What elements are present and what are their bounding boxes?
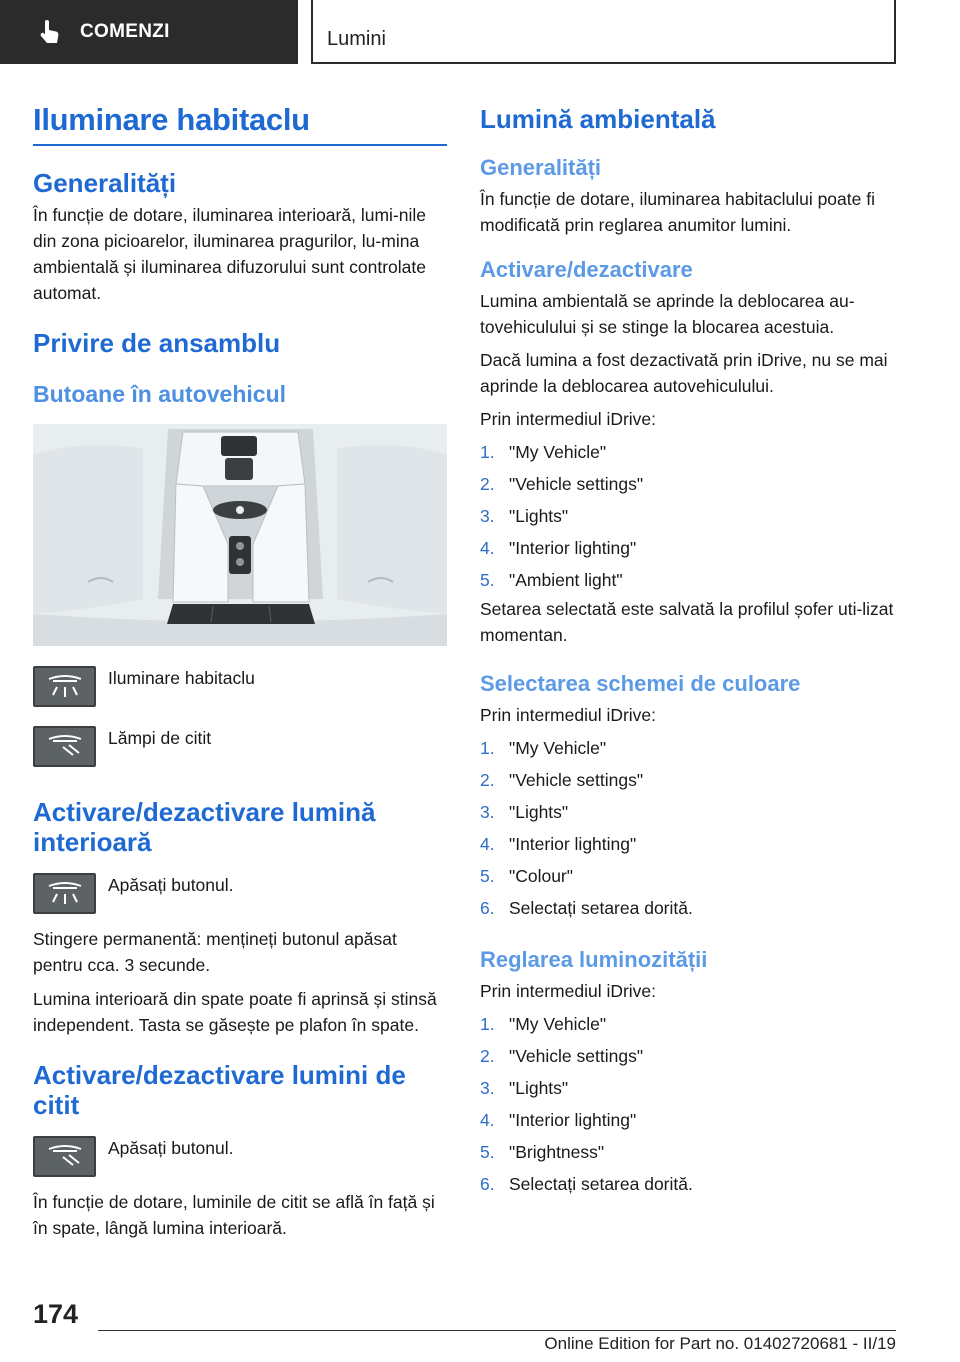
list-item: 3. "Lights" xyxy=(480,802,569,822)
page-number: 174 xyxy=(33,1299,79,1329)
list-item: 4. "Interior lighting" xyxy=(480,1110,637,1130)
list-item: 1. "My Vehicle" xyxy=(480,442,607,462)
interior-light-button-icon xyxy=(33,873,96,914)
ambient-title: Lumină ambientală xyxy=(480,104,716,134)
list-item: 6. Selectați setarea dorită. xyxy=(480,898,693,918)
activation-text-3: Prin intermediul iDrive: xyxy=(480,409,657,429)
list-item: 3. "Lights" xyxy=(480,506,569,526)
list-item: 4. "Interior lighting" xyxy=(480,538,637,558)
interior-text-1: Stingere permanentă: mențineți butonul apăsat pentru cca. 3 secunde. xyxy=(33,929,397,975)
reading-heading: Activare/dezactivare lumini de citit xyxy=(33,1060,406,1120)
ambient-generalities-text: În funcție de dotare, iluminarea habitaclului poate fi modificată prin reglarea anumitor lumini. xyxy=(480,189,875,235)
legend-label: Lămpi de citit xyxy=(108,728,212,748)
ambient-generalities-heading: Generalități xyxy=(480,155,602,180)
buttons-heading: Butoane în autovehicul xyxy=(33,381,287,407)
legend-label: Iluminare habitaclu xyxy=(108,668,255,688)
list-item: 1. "My Vehicle" xyxy=(480,738,607,758)
activation-text-2: Dacă lumina a fost dezactivată prin iDrive, nu se mai aprinde la deblocarea autovehiculului. xyxy=(480,350,888,396)
interior-press-row xyxy=(33,873,447,914)
activation-heading: Activare/dezactivare xyxy=(480,257,693,282)
reading-press-row xyxy=(33,1136,447,1177)
list-item: 5. "Brightness" xyxy=(480,1142,605,1162)
generalities-text: În funcție de dotare, iluminarea interioară, lumi-nile din zona picioarelor, iluminarea pragurilor, lu-mina ambientală și iluminarea difuzorului sunt controlate automat. xyxy=(33,205,426,303)
left-column xyxy=(33,100,447,1241)
color-text-1: Prin intermediul iDrive: xyxy=(480,705,657,725)
interior-text-2: Lumina interioară din spate poate fi aprinsă și stinsă independent. Tasta se găsește pe plafon în spate. xyxy=(33,989,437,1035)
overhead-console-illustration xyxy=(33,424,447,646)
page-title: Iluminare habitaclu xyxy=(33,102,310,137)
footer-rule xyxy=(98,1330,896,1331)
brightness-heading: Reglarea luminozității xyxy=(480,947,708,972)
right-column xyxy=(480,100,896,1200)
tab-commands[interactable] xyxy=(0,0,298,64)
reading-light-button-icon xyxy=(33,1136,96,1177)
footer-edition: Online Edition for Part no. 01402720681 - II/19 xyxy=(544,1334,896,1353)
interior-heading: Activare/dezactivare lumină interioară xyxy=(33,797,376,857)
activation-text-4: Setarea selectată este salvată la profilul șofer uti-lizat momentan. xyxy=(480,599,894,645)
hand-pointer-icon xyxy=(36,17,66,47)
color-heading: Selectarea schemei de culoare xyxy=(480,671,801,696)
list-item: 2. "Vehicle settings" xyxy=(480,1046,644,1066)
brightness-text-1: Prin intermediul iDrive: xyxy=(480,981,657,1001)
list-item: 5. "Ambient light" xyxy=(480,570,623,590)
reading-text-1: În funcție de dotare, luminile de citit se află în față și în spate, lângă lumina interioară. xyxy=(33,1192,435,1238)
title-rule xyxy=(33,144,447,146)
list-item: 2. "Vehicle settings" xyxy=(480,770,644,790)
generalities-heading: Generalități xyxy=(33,168,177,198)
activation-text-1: Lumina ambientală se aprinde la deblocarea au-tovehiculului și se stinge la blocarea acestuia. xyxy=(480,291,855,337)
reading-light-icon xyxy=(33,726,96,767)
color-steps xyxy=(480,732,896,924)
legend-reading-light xyxy=(33,726,447,767)
list-item: 6. Selectați setarea dorită. xyxy=(480,1174,693,1194)
list-item: 5. "Colour" xyxy=(480,866,573,886)
activation-steps xyxy=(480,436,896,596)
interior-press-text: Apăsați butonul. xyxy=(108,875,234,895)
list-item: 4. "Interior lighting" xyxy=(480,834,637,854)
interior-light-icon xyxy=(33,666,96,707)
list-item: 2. "Vehicle settings" xyxy=(480,474,644,494)
overview-heading: Privire de ansamblu xyxy=(33,328,281,358)
legend-interior-light xyxy=(33,666,447,707)
tab-section[interactable] xyxy=(311,0,896,64)
reading-press-text: Apăsați butonul. xyxy=(108,1138,234,1158)
list-item: 1. "My Vehicle" xyxy=(480,1014,607,1034)
brightness-steps xyxy=(480,1008,896,1200)
list-item: 3. "Lights" xyxy=(480,1078,569,1098)
tab-commands-label: COMENZI xyxy=(80,21,170,42)
tab-section-label: Lumini xyxy=(327,28,386,50)
overhead-console-photo xyxy=(33,424,447,646)
